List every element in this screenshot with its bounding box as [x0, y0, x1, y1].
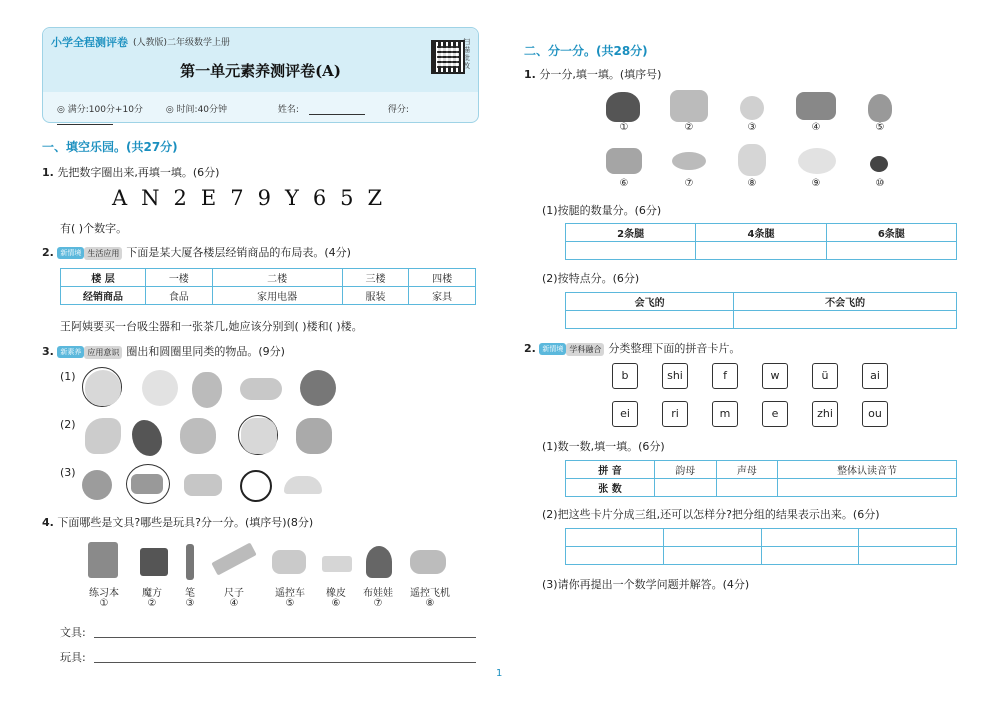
horse-icon[interactable]: [670, 90, 708, 122]
airplane-icon[interactable]: [240, 378, 282, 400]
eggplant-icon[interactable]: [132, 420, 162, 456]
item-label-8: 遥控飞机: [410, 588, 450, 599]
qr-label: 扫描批改: [463, 38, 470, 70]
q2-2-sub3: (3)请你再提出一个数学问题并解答。(4分): [542, 578, 750, 591]
rubiks-cube-icon[interactable]: [140, 548, 168, 576]
penguin-icon[interactable]: [606, 92, 640, 122]
q2-1: 1. 分一分,填一填。(填序号): [524, 68, 662, 81]
pinyin-card[interactable]: ai: [862, 363, 888, 389]
animal-no-10: ⑩: [875, 178, 885, 189]
legs-answer-6[interactable]: [826, 242, 956, 260]
floor-table: 楼 层 一楼 二楼 三楼 四楼 经销商品 食品 家用电器 服装 家具: [60, 268, 476, 305]
q1-1: 1. 先把数字圈出来,再填一填。(6分): [42, 166, 220, 179]
q3-row1-label: (1): [60, 370, 76, 383]
pinyin-card[interactable]: zhi: [812, 401, 838, 427]
flower-icon[interactable]: [142, 370, 178, 406]
exam-time: ◎ 时间:40分钟: [165, 105, 228, 115]
q1-2: 2. 新情境 生活应用 下面是某大厦各楼层经销商品的布局表。(4分): [42, 246, 351, 259]
item-no-7: ⑦: [373, 598, 383, 609]
owl-icon[interactable]: [868, 94, 892, 122]
item-label-1: 练习本: [89, 588, 119, 599]
pinyin-card[interactable]: m: [712, 401, 738, 427]
animal-no-1: ①: [619, 122, 629, 133]
pinyin-card[interactable]: ei: [612, 401, 638, 427]
letters-sequence[interactable]: AN2E79Y65Z: [112, 186, 397, 210]
car-icon[interactable]: [184, 474, 222, 496]
basketball-icon[interactable]: [82, 470, 112, 500]
pen-icon[interactable]: [186, 544, 194, 580]
pineapple-icon[interactable]: [180, 418, 216, 454]
fly-table: 会飞的 不会飞的: [565, 292, 957, 329]
bananas-icon[interactable]: [284, 476, 322, 494]
item-label-5: 遥控车: [275, 588, 305, 599]
soccer-ball-icon[interactable]: [240, 470, 272, 502]
page-title: 第一单元素养测评卷(A): [180, 62, 341, 80]
doll-icon[interactable]: [366, 546, 392, 578]
dog-icon[interactable]: [606, 148, 642, 174]
pinyin-card[interactable]: w: [762, 363, 788, 389]
animal-no-9: ⑨: [811, 178, 821, 189]
duckling-icon[interactable]: [740, 96, 764, 120]
q2-2-sub2: (2)把这些卡片分成三组,还可以怎样分?把分组的结果表示出来。(6分): [542, 508, 880, 521]
pinyin-card[interactable]: b: [612, 363, 638, 389]
legs-answer-4[interactable]: [696, 242, 826, 260]
initials-count[interactable]: [716, 479, 778, 497]
header-box: [42, 27, 479, 123]
animal-no-2: ②: [684, 122, 694, 133]
can-fly-answer[interactable]: [566, 311, 734, 329]
brand-label: 小学全程测评卷: [51, 36, 128, 49]
rc-plane-icon[interactable]: [410, 550, 446, 574]
qr-code-icon[interactable]: [431, 40, 465, 74]
item-no-4: ④: [229, 598, 239, 609]
toys-label: 玩具:: [60, 651, 86, 664]
pinyin-card[interactable]: e: [762, 401, 788, 427]
notebook-icon[interactable]: [88, 542, 118, 578]
syllables-count[interactable]: [778, 479, 957, 497]
pear-icon[interactable]: [85, 370, 121, 406]
rc-car-icon[interactable]: [272, 550, 306, 574]
q1-1-fill[interactable]: 有( )个数字。: [60, 222, 128, 235]
carrot-icon[interactable]: [241, 418, 277, 454]
item-no-2: ②: [147, 598, 157, 609]
animal-no-8: ⑧: [747, 178, 757, 189]
pinyin-card[interactable]: ri: [662, 401, 688, 427]
score-field[interactable]: 得分:: [57, 105, 419, 125]
pinyin-card[interactable]: ü: [812, 363, 838, 389]
item-label-4: 尺子: [224, 588, 244, 599]
item-label-6: 橡皮: [326, 588, 346, 599]
dragonfly-icon[interactable]: [672, 152, 706, 170]
count-table: 拼 音 韵母 声母 整体认读音节 张 数: [565, 460, 957, 497]
item-label-3: 笔: [185, 588, 195, 599]
animal-no-5: ⑤: [875, 122, 885, 133]
pinyin-card[interactable]: f: [712, 363, 738, 389]
item-no-5: ⑤: [285, 598, 295, 609]
animal-no-6: ⑥: [619, 178, 629, 189]
item-no-1: ①: [99, 598, 109, 609]
section2-title: 二、分一分。(共28分): [524, 44, 648, 58]
item-no-6: ⑥: [331, 598, 341, 609]
q1-2-fill[interactable]: 王阿姨要买一台吸尘器和一张茶几,她应该分别到( )楼和( )楼。: [60, 320, 363, 333]
name-field[interactable]: 姓名:: [278, 105, 375, 115]
animal-no-7: ⑦: [684, 178, 694, 189]
stationery-label: 文具:: [60, 626, 86, 639]
finals-count[interactable]: [655, 479, 717, 497]
q3-row3-label: (3): [60, 466, 76, 479]
legs-answer-2[interactable]: [566, 242, 696, 260]
q3-row2-label: (2): [60, 418, 76, 431]
item-label-7: 布娃娃: [363, 588, 393, 599]
q2-1-sub1: (1)按腿的数量分。(6分): [542, 204, 662, 217]
section1-title: 一、填空乐园。(共27分): [42, 140, 178, 154]
q2-1-sub2: (2)按特点分。(6分): [542, 272, 640, 285]
toys-answer-line[interactable]: [94, 661, 476, 663]
cat-icon[interactable]: [738, 144, 766, 176]
grapes-icon[interactable]: [296, 418, 332, 454]
page-number: 1: [496, 668, 503, 679]
pinyin-card[interactable]: ou: [862, 401, 888, 427]
q2-2-sub1: (1)数一数,填一填。(6分): [542, 440, 665, 453]
ant-icon[interactable]: [870, 156, 888, 172]
exam-meta: [57, 102, 478, 125]
item-no-3: ③: [185, 598, 195, 609]
q1-3: 3. 新素养 应用意识 圈出和圆圈里同类的物品。(9分): [42, 345, 285, 358]
item-label-2: 魔方: [142, 588, 162, 599]
animal-no-3: ③: [747, 122, 757, 133]
item-no-8: ⑧: [425, 598, 435, 609]
cannot-fly-answer[interactable]: [734, 311, 957, 329]
animal-no-4: ④: [811, 122, 821, 133]
sheep-icon[interactable]: [798, 148, 836, 174]
edition-label: (人教版)二年级数学上册: [133, 38, 231, 48]
pinyin-card[interactable]: shi: [662, 363, 688, 389]
legs-table: 2条腿 4条腿 6条腿: [565, 223, 957, 260]
full-score: ◎ 满分:100分+10分: [57, 105, 143, 115]
stationery-answer-line[interactable]: [94, 636, 476, 638]
leaf-icon[interactable]: [85, 418, 121, 454]
q2-2: 2. 新情境 学科融合 分类整理下面的拼音卡片。: [524, 342, 741, 355]
strawberry-icon[interactable]: [192, 372, 222, 408]
eraser-icon[interactable]: [322, 556, 352, 572]
toy-car-icon[interactable]: [131, 474, 163, 494]
flower-dark-icon[interactable]: [300, 370, 336, 406]
grouping-table: [565, 528, 957, 565]
q1-4: 4. 下面哪些是文具?哪些是玩具?分一分。(填序号)(8分): [42, 516, 314, 529]
ruler-icon[interactable]: [211, 542, 256, 575]
cow-icon[interactable]: [796, 92, 836, 120]
